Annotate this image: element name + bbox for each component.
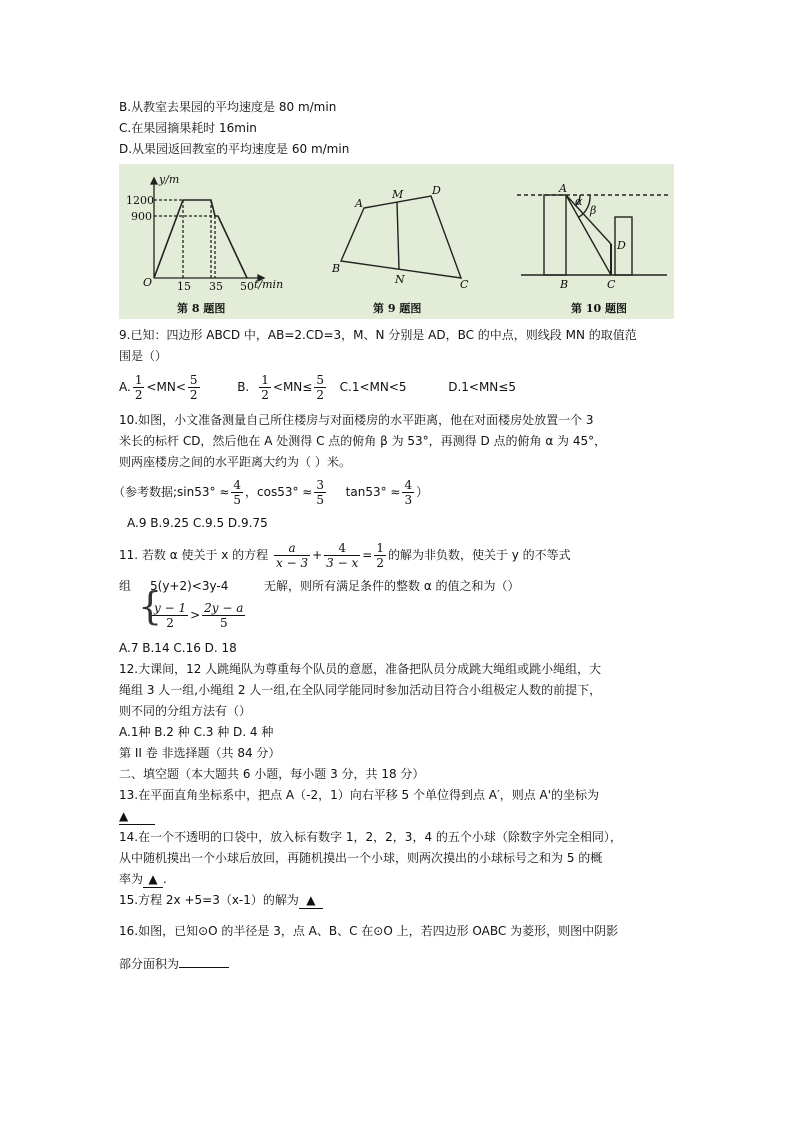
fig8-graph (154, 200, 247, 278)
fig10-label-c: C (607, 278, 616, 291)
part2-section-title: 二、填空题（本大题共 6 小题，每小题 3 分，共 18 分） (119, 767, 425, 781)
q9-stem-line2: 围是（） (119, 349, 168, 363)
fig9-label-b: B (332, 262, 341, 275)
fig8-xtick-50: 50 (240, 280, 254, 293)
fig9-mn (397, 202, 399, 269)
figures-panel (119, 164, 674, 319)
q8-option-c: C.在果园摘果耗时 16min (119, 121, 257, 135)
figures-svg (119, 164, 674, 319)
fig8-origin: O (143, 276, 153, 289)
q14-line3: 率为 ▲ . (119, 872, 167, 886)
fig8-xtick-15: 15 (177, 280, 191, 293)
fig10-label-beta: β (590, 204, 597, 217)
part2-title: 第 II 卷 非选择题（共 84 分） (119, 746, 281, 760)
q15-answer-blank[interactable]: ▲ (299, 892, 323, 909)
fig10-caption: 第 10 题图 (571, 302, 627, 315)
fig9-label-m: M (392, 188, 404, 201)
fig8-y-arrow (151, 178, 157, 184)
q14-line1: 14.在一个不透明的口袋中，放入标有数字 1，2，2，3，4 的五个小球（除数字外完全相同）， (119, 830, 622, 844)
fig10-line-ad (566, 195, 611, 244)
q14-answer-blank[interactable]: ▲ (143, 871, 163, 888)
fig8-caption: 第 8 题图 (177, 302, 226, 315)
q11-inequality-2: $\frac{y - 1}{2}$ > $\frac{2y - a}{5}$ (154, 601, 244, 630)
fig10-building-left (544, 195, 566, 275)
q9-option-c: C.1<MN<5 (339, 380, 407, 394)
fig9-caption: 第 9 题图 (373, 302, 422, 315)
q16-line1: 16.如图，已知⊙O 的半径是 3，点 A、B、C 在⊙O 上，若四边形 OABC 为菱形，则图中阴影 (119, 924, 619, 938)
figure-8 (151, 178, 264, 281)
q11-options: A.7 B.14 C.16 D. 18 (119, 641, 237, 655)
fig8-ytick-1200: 1200 (126, 194, 154, 207)
q9-stem-line1: 9.已知：四边形 ABCD 中，AB=2.CD=3，M、N 分别是 AD，BC 的中点，则线段 MN 的取值范 (119, 328, 637, 342)
q11-stem: 11. 若数 α 使关于 x 的方程 $\frac{a}{x - 3}$ + $\frac{4}{3 - x}$ = $\frac{1}{2}$ 的解为非负数，使关于 y 的不等式 (119, 541, 571, 570)
fig9-label-a: A (355, 197, 363, 210)
q10-line2: 米长的标杆 CD，然后他在 A 处测得 C 点的俯角 β 为 53°，再测得 D 点的俯角 α 为 45°， (119, 434, 607, 448)
fig9-label-d: D (432, 184, 441, 197)
fig8-ytick-900: 900 (131, 210, 152, 223)
q10-line3: 则两座楼房之间的水平距离大约为（ ）米。 (119, 455, 351, 469)
q16-line2: 部分面积为 (119, 955, 229, 972)
q13-answer (119, 808, 155, 825)
q15-line1: 15.方程 2x +5=3（x-1）的解为 ▲ (119, 892, 323, 909)
fig10-label-b: B (560, 278, 569, 291)
q9-option-d: D.1<MN≤5 (448, 380, 516, 394)
q11-group-label: 组 (119, 579, 132, 593)
fig8-xtick-35: 35 (209, 280, 223, 293)
q12-options: A.1种 B.2 种 C.3 种 D. 4 种 (119, 725, 274, 739)
q13-answer-blank[interactable]: ▲ (119, 808, 155, 825)
q12-line2: 绳组 3 人一组,小绳组 2 人一组,在全队同学能同时参加活动目符合小组极定人数的前提下， (119, 683, 602, 697)
q11-inequality-1: 5(y+2)<3y-4 (150, 579, 229, 593)
fig9-label-n: N (395, 273, 405, 286)
q14-line2: 从中随机摸出一个小球后放回，再随机摸出一个小球，则两次摸出的小球标号之和为 5 的概 (119, 851, 603, 865)
fig10-label-a: A (559, 182, 567, 195)
fig8-xlabel: t/min (254, 278, 284, 291)
q16-answer-blank[interactable] (179, 955, 229, 968)
q12-line3: 则不同的分组方法有（） (119, 704, 252, 718)
q12-line1: 12.大课间，12 人跳绳队为尊重每个队员的意愿，准备把队员分成跳大绳组或跳小绳组，大 (119, 662, 602, 676)
q11-brace: { (138, 584, 163, 628)
q10-line1: 10.如图，小文准备测量自己所住楼房与对面楼房的水平距离，他在对面楼房处放置一个 3 (119, 413, 594, 427)
q8-option-b: B.从教室去果园的平均速度是 80 m/min (119, 100, 337, 114)
q10-options: A.9 B.9.25 C.9.5 D.9.75 (127, 516, 268, 530)
q11-stem-continued: 无解，则所有满足条件的整数 α 的值之和为（） (264, 579, 520, 593)
fig10-label-d: D (617, 239, 626, 252)
q10-reference-data: （参考数据;sin53° ≈ $\frac{4}{5}$ ，cos53° ≈ $\frac{3}{5}$ tan53° ≈ $\frac{4}{3}$ ） (113, 478, 429, 507)
fig9-label-c: C (460, 278, 469, 291)
q13-line1: 13.在平面直角坐标系中，把点 A（-2，1）向右平移 5 个单位得到点 A′，则点 A'的坐标为 (119, 788, 600, 802)
fig10-label-alpha: α (575, 195, 583, 208)
fig8-ylabel: y/m (159, 173, 180, 186)
q9-options: A. $\frac{1}{2}$ <MN< $\frac{5}{2}$ B. $\frac{1}{2}$ <MN≤ $\frac{5}{2}$ C.1<MN<5 D.1<MN≤5 (119, 373, 516, 402)
q8-option-d: D.从果园返回教室的平均速度是 60 m/min (119, 142, 350, 156)
